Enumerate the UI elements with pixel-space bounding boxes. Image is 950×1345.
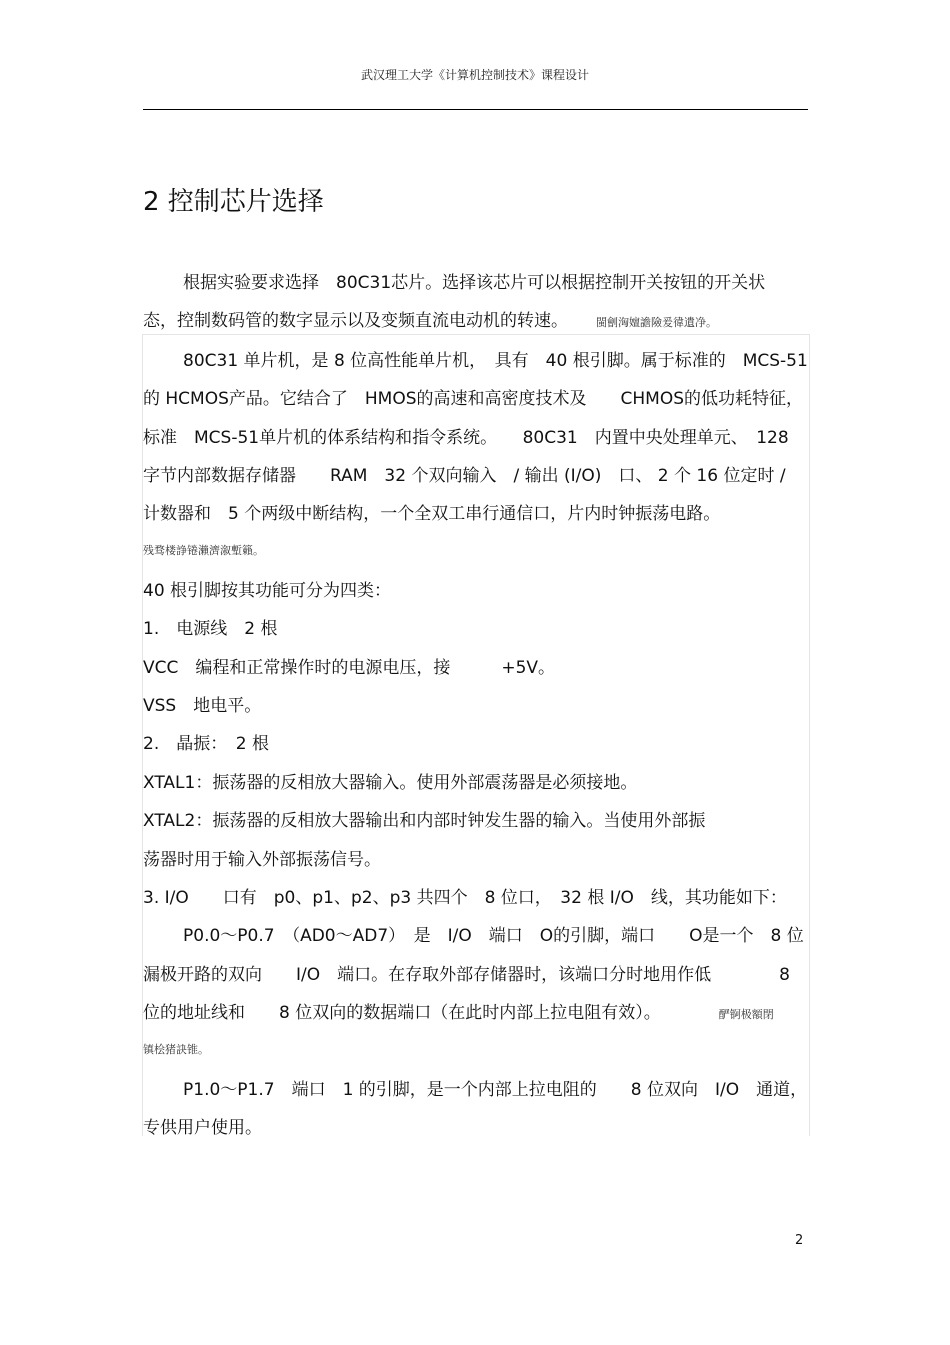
list-item: 1. 电源线 2 根: [143, 619, 278, 639]
section-title: 2 控制芯片选择: [143, 187, 324, 217]
garbled-note: 酽锕极額閉: [718, 1008, 774, 1021]
paragraph-text: 态，控制数码管的数字显示以及变频直流电动机的转速。: [143, 311, 568, 331]
paragraph-line: 的 HCMOS产品。它结合了 HMOS的高速和高密度技术及 CHMOS的低功耗特征，: [143, 389, 804, 409]
list-item: 3. I/O 口有 p0、p1、p2、p3 共四个 8 位口， 32 根 I/O 线，其功能如下：: [143, 888, 787, 908]
paragraph-line: 40 根引脚按其功能可分为四类：: [143, 581, 392, 601]
paragraph-line: 漏极开路的双向 I/O 端口。在存取外部存储器时，该端口分时地用作低 8: [143, 965, 790, 985]
paragraph-line: [143, 998, 774, 1023]
header-divider: [143, 109, 808, 110]
paragraph-line: VCC 编程和正常操作时的电源电压，接 +5V。: [143, 658, 556, 678]
paragraph-line: 80C31 单片机，是 8 位高性能单片机， 具有 40 根引脚。属于标准的 MCS-51: [183, 351, 808, 371]
paragraph-line: P0.0～P0.7 （AD0～AD7） 是 I/O 端口 O的引脚，端口 O是一个 8 位: [183, 926, 804, 946]
page-number: 2: [795, 1233, 804, 1248]
garbled-note: 閩劊洶嬗譫險爰徫遺净。: [596, 316, 717, 329]
paragraph-line: 字节内部数据存储器 RAM 32 个双向输入 / 输出 (I/O) 口、 2 个 16 位定时 /: [143, 466, 786, 486]
paragraph-line: XTAL1：振荡器的反相放大器输入。使用外部震荡器是必须接地。: [143, 773, 638, 793]
paragraph-line: P1.0～P1.7 端口 1 的引脚，是一个内部上拉电阻的 8 位双向 I/O 通道，: [183, 1080, 808, 1100]
paragraph-line: 标准 MCS-51单片机的体系结构和指令系统。 80C31 内置中央处理单元、 128: [143, 428, 789, 448]
garbled-note: 镇桧猪訣锥。: [143, 1043, 209, 1056]
paragraph-text: 位的地址线和 8 位双向的数据端口（在此时内部上拉电阻有效）。: [143, 1003, 661, 1023]
garbled-note: 残骛楼諍锩瀨濟溆塹籟。: [143, 544, 264, 557]
paragraph-line: 专供用户使用。: [143, 1118, 262, 1138]
page-header: 武汉理工大学《计算机控制技术》课程设计: [360, 68, 589, 82]
paragraph-line: 根据实验要求选择 80C31芯片。选择该芯片可以根据控制开关按钮的开关状: [183, 273, 766, 293]
paragraph-line: VSS 地电平。: [143, 696, 262, 716]
paragraph-line: [143, 306, 717, 331]
paragraph-line: 荡器时用于输入外部振荡信号。: [143, 850, 381, 870]
paragraph-line: XTAL2：振荡器的反相放大器输出和内部时钟发生器的输入。当使用外部振: [143, 811, 706, 831]
list-item: 2. 晶振： 2 根: [143, 734, 269, 754]
paragraph-line: 计数器和 5 个两级中断结构，一个全双工串行通信口，片内时钟振荡电路。: [143, 504, 721, 524]
